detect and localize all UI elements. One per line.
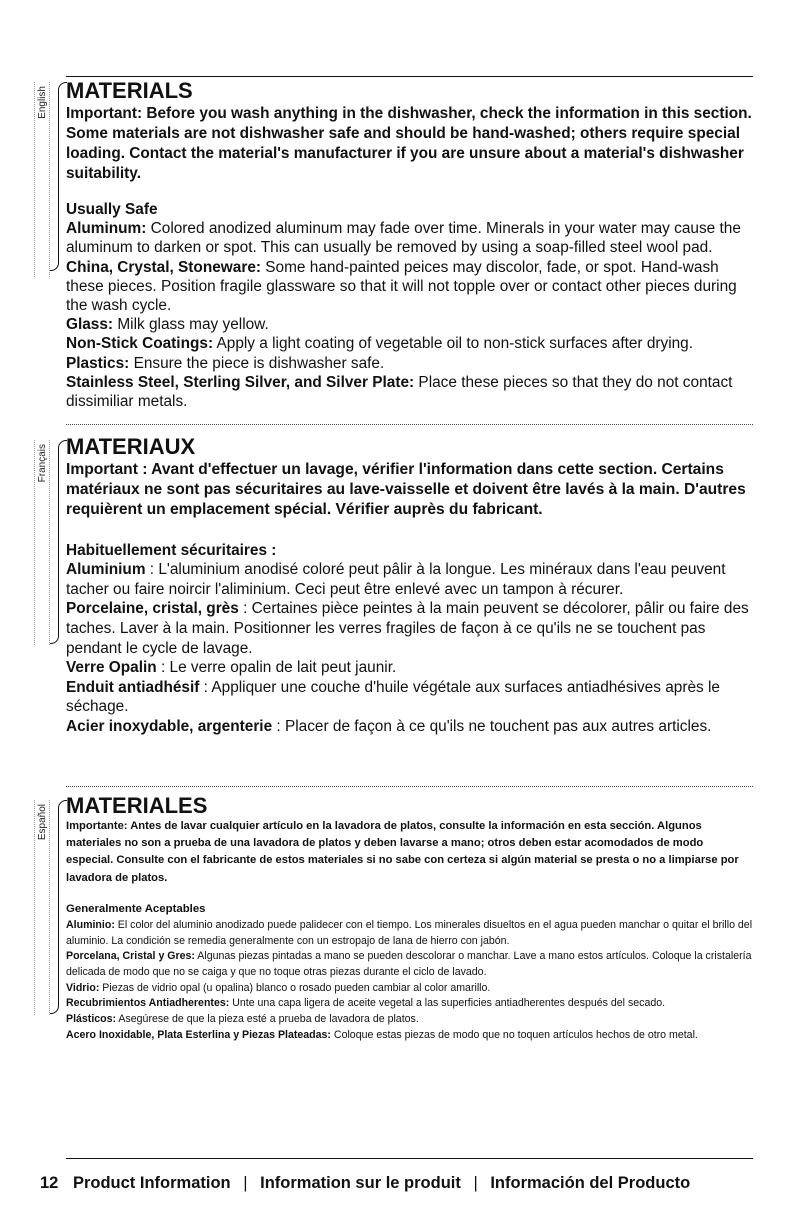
material-entry: Porcelana, Cristal y Gres: Algunas piezas pintadas a mano se pueden descolorar o manchar. Lave a mano estos artículos. Coloque la cristalería delicada de modo que no se caiga y que no toque otras piezas durante el ciclo de lavado. [66, 950, 752, 978]
material-entry: Vidrio: Piezas de vidrio opal (u opalina) blanco o rosado pueden cambiar al color amarillo. [66, 981, 491, 994]
lang-label-english: English [37, 86, 48, 119]
footer-separator: | [243, 1174, 248, 1192]
section-english [66, 78, 753, 411]
intro-paragraph: Important: Before you wash anything in the dishwasher, check the information in this section. Some materials are not dishwasher safe and should be hand-washed; others require special loading. Contact the material's manufacturer if you are unsure about a material's dishwasher suitability. [66, 105, 752, 182]
material-entry: Glass: Milk glass may yellow. [66, 316, 269, 334]
footer-title-english: Product Information [72, 1174, 231, 1192]
lang-label-french: Français [37, 444, 48, 483]
footer-title-french: Information sur le produit [260, 1174, 461, 1192]
intro-paragraph: Importante: Antes de lavar cualquier artículo en la lavadora de platos, consulte la información en esta sección. Algunos materiales no son a prueba de una lavadora de platos y deben lavarse a mano; otros deben estar acomodados de modo especial. Consulte con el fabricante de estos materiales si no sabe con certeza si algún material se presta o no a limpiarse por lavadora de platos. [66, 820, 739, 884]
material-entry: Recubrimientos Antiadherentes: Unte una capa ligera de aceite vegetal a las superficies antiadherentes después del secado. [66, 997, 666, 1010]
lang-tab-english [26, 82, 66, 277]
section-french [66, 434, 753, 737]
subheading: Usually Safe [66, 201, 158, 218]
material-entry: Acero Inoxidable, Plata Esterlina y Piezas Plateadas: Coloque estas piezas de modo que no toquen artículos hechos de otro metal. [66, 1028, 698, 1041]
material-entry: Aluminio: El color del aluminio anodizado puede palidecer con el tiempo. Los minerales disueltos en el agua pueden manchar o quitar el brillo del aluminio. La condición se remedia generalmente con un estropajo de lana de hierro con jabón. [66, 918, 753, 947]
section-title: MATERIAUX [66, 434, 196, 459]
subheading: Generalmente Aceptables [66, 902, 206, 915]
intro-paragraph: Important : Avant d'effectuer un lavage, vérifier l'information dans cette section. Certains matériaux ne sont pas sécuritaires au lave-vaisselle et doivent être lavés à la main. D'autres requièrent un emplacement spécial. Vérifier auprès du fabricant. [66, 461, 746, 519]
lang-tab-french [26, 440, 66, 645]
material-entry: Acier inoxydable, argenterie : Placer de façon à ce qu'ils ne touchent pas aux autres articles. [66, 717, 712, 735]
material-entry: Plastics: Ensure the piece is dishwasher safe. [66, 354, 385, 372]
subheading: Habituellement sécuritaires : [66, 541, 277, 559]
section-spanish [66, 794, 753, 1043]
bottom-rule [66, 1158, 753, 1159]
material-entry: Verre Opalin : Le verre opalin de lait peut jaunir. [66, 659, 397, 677]
material-entry: Aluminium : L'aluminium anodisé coloré peut pâlir à la longue. Les minéraux dans l'eau peuvent tacher ou faire noircir l'aliminium. Ceci peut être enlevé avec un tampon à récurer. [66, 561, 726, 598]
page-footer [40, 1174, 690, 1193]
section-divider [66, 786, 753, 787]
material-entry: Porcelaine, cristal, grès : Certaines pièce peintes à la main peuvent se décolorer, pâlir ou faire des taches. Laver à la main. Positionner les verres fragiles de façon à ce qu'ils ne se touchent pas pendant le cycle de lavage. [66, 600, 749, 657]
footer-title-spanish: Información del Producto [490, 1174, 691, 1192]
lang-label-spanish: Español [37, 804, 48, 841]
material-entry: Enduit antiadhésif : Appliquer une couche d'huile végétale aux surfaces antiadhésives après le séchage. [66, 678, 720, 716]
material-entry: Aluminum: Colored anodized aluminum may fade over time. Minerals in your water may cause the aluminum to darken or spot. This can usually be removed by using a soap-filled steel wool pad. [66, 220, 741, 257]
material-entry: Plásticos: Asegúrese de que la pieza esté a prueba de lavadora de platos. [66, 1013, 419, 1026]
section-divider [66, 424, 753, 425]
footer-separator: | [473, 1174, 478, 1192]
section-title: MATERIALES [66, 793, 208, 818]
page-number: 12 [40, 1174, 59, 1192]
section-title: MATERIALS [66, 78, 193, 103]
lang-tab-spanish [26, 800, 66, 1015]
material-entry: Non-Stick Coatings: Apply a light coating of vegetable oil to non-stick surfaces after drying. [66, 335, 694, 353]
material-entry: China, Crystal, Stoneware: Some hand-painted peices may discolor, fade, or spot. Hand-wash these pieces. Position fragile glassware so that it will not topple over or contact other pieces during the wash cycle. [66, 258, 737, 315]
material-entry: Stainless Steel, Sterling Silver, and Silver Plate: Place these pieces so that they do not contact dissimiliar metals. [66, 373, 733, 411]
top-rule [66, 76, 753, 77]
